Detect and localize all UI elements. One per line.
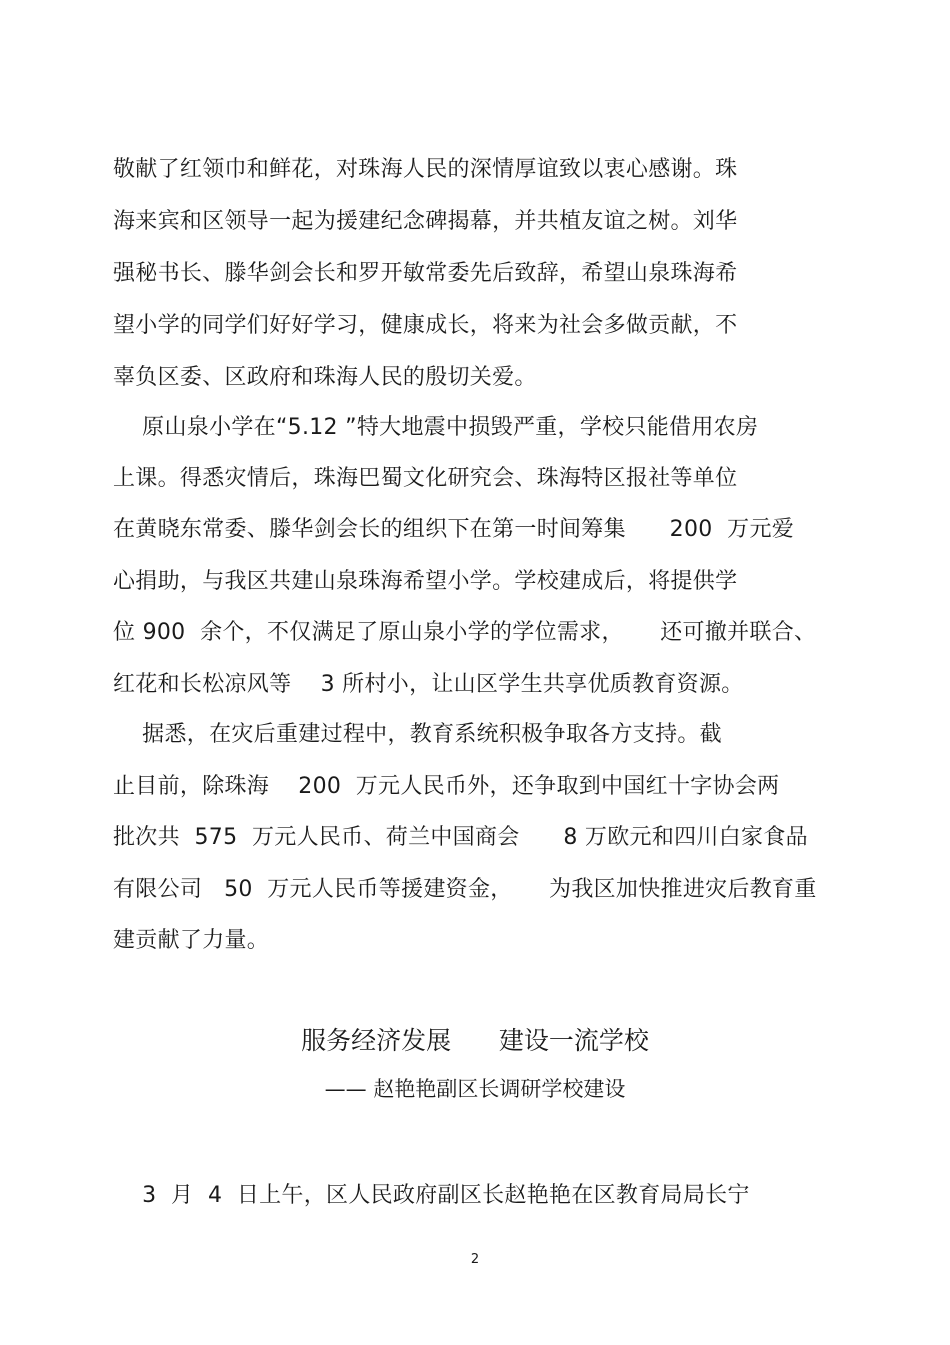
- paragraph-2-line: 在黄晓东常委、滕华剑会长的组织下在第一时间筹集 200 万元爱: [113, 517, 795, 542]
- paragraph-2-line: 红花和长松凉风等 3 所村小，让山区学生共享优质教育资源。: [113, 672, 744, 697]
- paragraph-3-line: 止目前，除珠海 200 万元人民币外，还争取到中国红十字协会两: [113, 774, 780, 799]
- page-number: 2: [470, 1252, 480, 1267]
- paragraph-1-line: 望小学的同学们好好学习，健康成长，将来为社会多做贡献，不: [113, 313, 738, 338]
- paragraph-1-line: 强秘书长、滕华剑会长和罗开敏常委先后致辞，希望山泉珠海希: [113, 261, 738, 286]
- paragraph-1-line: 敬献了红领巾和鲜花，对珠海人民的深情厚谊致以衷心感谢。珠: [113, 157, 738, 182]
- paragraph-2-line: 心捐助，与我区共建山泉珠海希望小学。学校建成后，将提供学: [113, 569, 738, 594]
- paragraph-3-line: 建贡献了力量。: [113, 928, 270, 953]
- paragraph-2-line: 原山泉小学在“5.12 ”特大地震中损毁严重，学校只能借用农房: [113, 415, 759, 440]
- section-title: 服务经济发展 建设一流学校: [301, 1026, 649, 1055]
- paragraph-2-line: 位 900 余个，不仅满足了原山泉小学的学位需求， 还可撤并联合、: [113, 620, 817, 645]
- section-body-line: 3 月 4 日上午，区人民政府副区长赵艳艳在区教育局局长宁: [113, 1183, 750, 1208]
- section-subtitle: —— 赵艳艳副区长调研学校建设: [324, 1077, 626, 1101]
- paragraph-2-line: 上课。得悉灾情后，珠海巴蜀文化研究会、珠海特区报社等单位: [113, 466, 738, 491]
- paragraph-1-line: 辜负区委、区政府和珠海人民的殷切关爱。: [113, 365, 537, 390]
- paragraph-3-line: 据悉，在灾后重建过程中，教育系统积极争取各方支持。截: [113, 722, 722, 747]
- paragraph-1-line: 海来宾和区领导一起为援建纪念碑揭幕，并共植友谊之树。刘华: [113, 209, 738, 234]
- paragraph-3-line: 批次共 575 万元人民币、荷兰中国商会 8 万欧元和四川白家食品: [113, 825, 808, 850]
- paragraph-3-line: 有限公司 50 万元人民币等援建资金， 为我区加快推进灾后教育重: [113, 877, 817, 902]
